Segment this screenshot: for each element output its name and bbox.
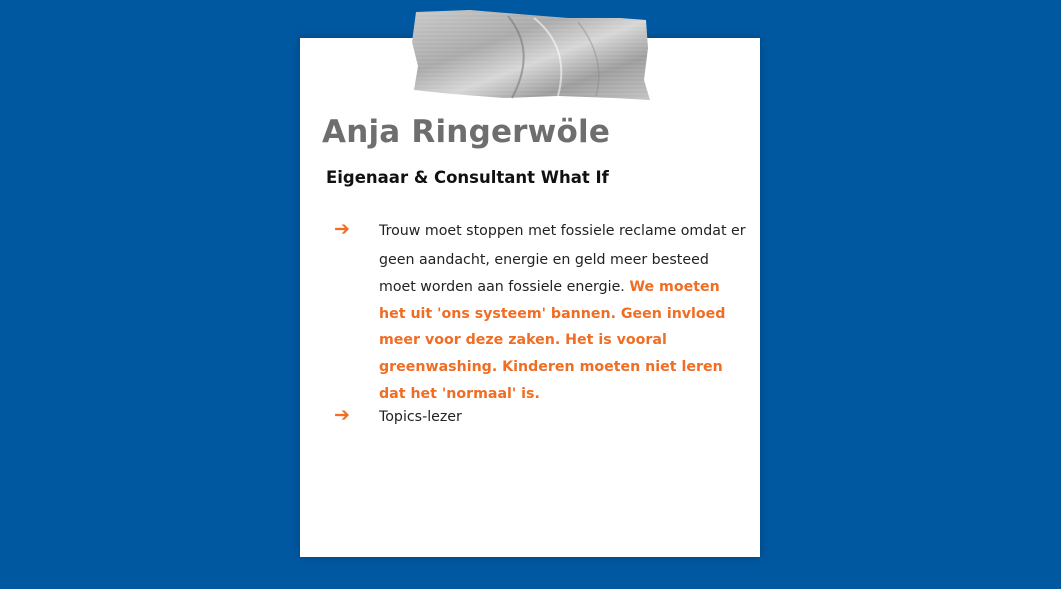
- bullet-text-line: Trouw moet stoppen met fossiele reclame omdat er: [379, 223, 746, 239]
- tape-image: [408, 8, 652, 104]
- profile-name: Anja Ringerwöle: [322, 114, 611, 150]
- bullet-text-body: geen aandacht, energie en geld meer besteed moet worden aan fossiele energie.: [379, 252, 709, 295]
- bullet-highlight: We moeten het uit 'ons systeem' bannen. Geen invloed meer voor deze zaken. Het is vooral greenwashing. Kinderen moeten niet leren dat het 'normaal' is.: [379, 278, 726, 402]
- profile-role: Eigenaar & Consultant What If: [326, 168, 609, 187]
- bullet-text: [379, 247, 743, 408]
- arrow-right-icon: ➔: [334, 404, 350, 426]
- arrow-right-icon: ➔: [334, 218, 350, 240]
- bullet-text-line: Topics-lezer: [379, 409, 462, 425]
- profile-card: [300, 38, 760, 557]
